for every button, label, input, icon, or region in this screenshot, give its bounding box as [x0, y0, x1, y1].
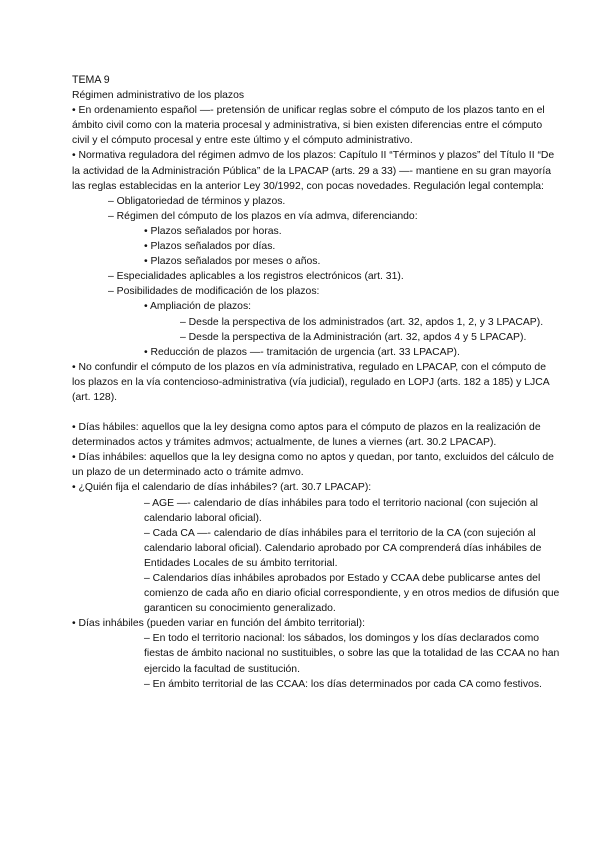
list-item-modificacion-plazos: – Posibilidades de modificación de los plazos:	[108, 286, 320, 298]
paragraph-dias-habiles: • Días hábiles: aquellos que la ley designa como aptos para el cómputo de plazos en la realización de determinados actos y trámites admvos; actualmente, de lunes a viernes (art. 30.2 LPACAP).	[72, 422, 541, 449]
list-item-registros-electronicos: – Especialidades aplicables a los registros electrónicos (art. 31).	[108, 271, 404, 283]
list-item-ambito-ccaa: – En ámbito territorial de las CCAA: los días determinados por cada CA como festivos.	[144, 678, 542, 690]
list-item-cada-ca: – Cada CA —- calendario de días inhábiles para el territorio de la CA (con sujeción al calendario laboral oficial). Calendario aprobado por CA comprenderá días inhábiles de Entidades Locales de su ámbito territorial.	[144, 527, 542, 569]
list-item-plazos-horas: • Plazos señalados por horas.	[144, 225, 282, 237]
list-item-perspectiva-administracion: – Desde la perspectiva de la Administración (art. 32, apdos 4 y 5 LPACAP).	[180, 331, 527, 343]
paragraph-unificacion: • En ordenamiento español —- pretensión de unificar reglas sobre el cómputo de los plazos tanto en el ámbito civil como con la materia procesal y administrativa, si bien existen diferencias entre el cómputo civil y el cómputo procesal y entre este último y el cómputo administrativo.	[72, 105, 545, 147]
paragraph-dias-inhabiles: • Días inhábiles: aquellos que la ley designa como no aptos y quedan, por tanto, excluidos del cálculo de un plazo de un determinado acto o trámite admvo.	[72, 452, 554, 479]
paragraph-dias-inhabiles-ambito: • Días inhábiles (pueden variar en función del ámbito territorial):	[72, 618, 365, 630]
list-item-plazos-meses: • Plazos señalados por meses o años.	[144, 256, 321, 268]
paragraph-quien-fija: • ¿Quién fija el calendario de días inhábiles? (art. 30.7 LPACAP):	[72, 482, 372, 494]
section-heading: Régimen administrativo de los plazos	[72, 90, 245, 102]
list-item-plazos-dias: • Plazos señalados por días.	[144, 241, 276, 253]
list-item-territorio-nacional: – En todo el territorio nacional: los sábados, los domingos y los días declarados como fiestas de ámbito nacional no sustituibles, o sobre las que la totalidad de las CCAA no han ejercido la facultad de sustitución.	[144, 633, 560, 675]
list-item-age: – AGE —- calendario de días inhábiles para todo el territorio nacional (con sujeción al calendario laboral oficial).	[144, 497, 538, 524]
list-item-reduccion: • Reducción de plazos —- tramitación de urgencia (art. 33 LPACAP).	[144, 346, 460, 358]
list-item-obligatoriedad: – Obligatoriedad de términos y plazos.	[108, 195, 286, 207]
list-item-ampliacion: • Ampliación de plazos:	[144, 301, 252, 313]
list-item-perspectiva-administrados: – Desde la perspectiva de los administrados (art. 32, apdos 1, 2, y 3 LPACAP).	[180, 316, 544, 328]
list-item-regimen-computo: – Régimen del cómputo de los plazos en vía admva, diferenciando:	[108, 210, 418, 222]
list-item-calendarios-publicacion: – Calendarios días inhábiles aprobados por Estado y CCAA debe publicarse antes del comienzo de cada año en diario oficial correspondiente, y en otros medios de difusión que garanticen su conocimiento generalizado.	[144, 573, 560, 615]
paragraph-normativa: • Normativa reguladora del régimen admvo de los plazos: Capítulo II “Términos y plazos” del Título II “De la actividad de la Administración Pública” de la LPACAP (arts. 29 a 33) —- mantiene en su gran mayoría las reglas establecidas en la anterior Ley 30/1992, con pocas novedades. Regulación legal contempla:	[72, 150, 555, 192]
paragraph-no-confundir: • No confundir el cómputo de los plazos en vía administrativa, regulado en LPACAP, con el cómputo de los plazos en la vía contencioso-administrativa (vía judicial), regulado en LOPJ (arts. 182 a 185) y LJCA (art. 128).	[72, 361, 550, 403]
document-title: TEMA 9	[72, 74, 110, 86]
paragraph-gap	[72, 405, 560, 420]
